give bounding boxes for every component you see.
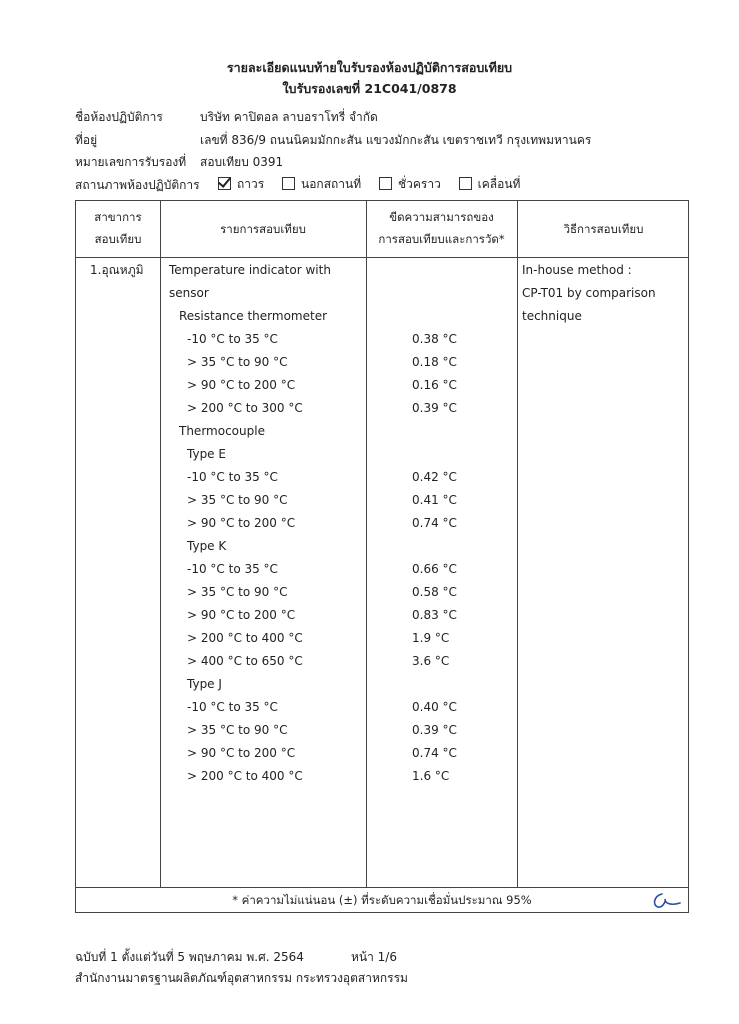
method-line: CP-T01 by comparison xyxy=(522,286,656,300)
address-value: เลขที่ 836/9 ถนนนิคมมักกะสัน แขวงมักกะสัน เขตราชเทวี กรุงเทพมหานคร xyxy=(200,133,592,147)
checkbox-empty-icon xyxy=(459,177,472,190)
cmc-value: 0.18 °C xyxy=(412,355,457,369)
footnote-divider xyxy=(76,887,688,888)
field-cell: 1.อุณหภูมิ xyxy=(90,263,144,277)
calibration-item: Type K xyxy=(187,539,227,553)
status-option-onsite xyxy=(282,175,361,194)
calibration-item: -10 °C to 35 °C xyxy=(187,700,278,714)
calibration-item: Resistance thermometer xyxy=(179,309,328,323)
method-line: In-house method : xyxy=(522,263,632,277)
checkbox-empty-icon xyxy=(379,177,392,190)
calibration-item: -10 °C to 35 °C xyxy=(187,332,278,346)
issuing-office: สำนักงานมาตรฐานผลิตภัณฑ์อุตสาหกรรม กระทรวงอุตสาหกรรม xyxy=(75,971,408,985)
status-option-temporary xyxy=(379,175,441,194)
calibration-item: > 35 °C to 90 °C xyxy=(187,723,288,737)
header-field-line2: สอบเทียบ xyxy=(94,232,142,246)
column-divider xyxy=(366,201,367,887)
cmc-value: 0.74 °C xyxy=(412,746,457,760)
cmc-value: 0.66 °C xyxy=(412,562,457,576)
calibration-item: -10 °C to 35 °C xyxy=(187,562,278,576)
footnote: * ค่าความไม่แน่นอน (±) ที่ระดับความเชื่อมั่นประมาณ 95% xyxy=(232,893,532,907)
issue-date: ฉบับที่ 1 ตั้งแต่วันที่ 5 พฤษภาคม พ.ศ. 2564 xyxy=(75,950,304,964)
cmc-value: 0.38 °C xyxy=(412,332,457,346)
cmc-value: 0.83 °C xyxy=(412,608,457,622)
method-line: technique xyxy=(522,309,582,323)
lab-name-value: บริษัท คาปิตอล ลาบอราโทรี่ จำกัด xyxy=(200,110,378,124)
calibration-item: > 35 °C to 90 °C xyxy=(187,355,288,369)
calibration-item: -10 °C to 35 °C xyxy=(187,470,278,484)
calibration-item: > 90 °C to 200 °C xyxy=(187,378,296,392)
scope-table xyxy=(75,200,689,913)
header-divider xyxy=(76,257,688,258)
cmc-value: 1.6 °C xyxy=(412,769,450,783)
status-label: สถานภาพห้องปฏิบัติการ xyxy=(75,178,200,192)
header-cmc-line2: การสอบเทียบและการวัด* xyxy=(378,232,505,246)
status-option-permanent xyxy=(218,175,264,194)
cmc-value: 0.58 °C xyxy=(412,585,457,599)
certificate-number: ใบรับรองเลขที่ 21C041/0878 xyxy=(282,81,457,96)
column-divider xyxy=(160,201,161,887)
cmc-value: 0.41 °C xyxy=(412,493,457,507)
calibration-item: > 35 °C to 90 °C xyxy=(187,493,288,507)
address-label: ที่อยู่ xyxy=(75,133,98,147)
calibration-item: sensor xyxy=(169,286,209,300)
lab-name-label: ชื่อห้องปฏิบัติการ xyxy=(75,110,163,124)
calibration-item: > 200 °C to 400 °C xyxy=(187,631,303,645)
status-option-label: เคลื่อนที่ xyxy=(477,177,521,191)
cmc-value: 0.40 °C xyxy=(412,700,457,714)
calibration-item: Type J xyxy=(187,677,222,691)
cmc-value: 0.16 °C xyxy=(412,378,457,392)
header-field-line1: สาขาการ xyxy=(94,210,142,224)
header-cmc xyxy=(366,206,517,250)
header-item: รายการสอบเทียบ xyxy=(220,222,306,236)
cmc-value: 3.6 °C xyxy=(412,654,450,668)
initials-signature xyxy=(650,891,682,911)
calibration-item: > 90 °C to 200 °C xyxy=(187,746,296,760)
document-title: รายละเอียดแนบท้ายใบรับรองห้องปฏิบัติการสอบเทียบ xyxy=(226,60,513,75)
checkbox-checked-icon xyxy=(218,177,231,190)
calibration-item: > 400 °C to 650 °C xyxy=(187,654,303,668)
calibration-item: Thermocouple xyxy=(179,424,265,438)
column-divider xyxy=(517,201,518,887)
status-option-label: ถาวร xyxy=(237,177,265,191)
checkbox-empty-icon xyxy=(282,177,295,190)
page-number: หน้า 1/6 xyxy=(351,950,397,964)
calibration-item: Type E xyxy=(187,447,226,461)
status-option-label: ชั่วคราว xyxy=(397,177,441,191)
header-field xyxy=(76,206,160,250)
cmc-value: 0.39 °C xyxy=(412,401,457,415)
accreditation-label: หมายเลขการรับรองที่ xyxy=(75,155,187,169)
status-option-mobile xyxy=(459,175,521,194)
calibration-item: > 200 °C to 300 °C xyxy=(187,401,303,415)
calibration-item: > 35 °C to 90 °C xyxy=(187,585,288,599)
calibration-item: > 90 °C to 200 °C xyxy=(187,516,296,530)
status-options xyxy=(218,175,534,194)
cmc-value: 0.74 °C xyxy=(412,516,457,530)
calibration-item: > 200 °C to 400 °C xyxy=(187,769,303,783)
calibration-item: Temperature indicator with xyxy=(169,263,331,277)
accreditation-value: สอบเทียบ 0391 xyxy=(200,155,284,169)
calibration-item: > 90 °C to 200 °C xyxy=(187,608,296,622)
cmc-value: 0.39 °C xyxy=(412,723,457,737)
cmc-value: 0.42 °C xyxy=(412,470,457,484)
header-cmc-line1: ขีดความสามารถของ xyxy=(389,210,494,224)
cmc-value: 1.9 °C xyxy=(412,631,450,645)
header-method: วิธีการสอบเทียบ xyxy=(563,222,644,236)
status-option-label: นอกสถานที่ xyxy=(301,177,362,191)
